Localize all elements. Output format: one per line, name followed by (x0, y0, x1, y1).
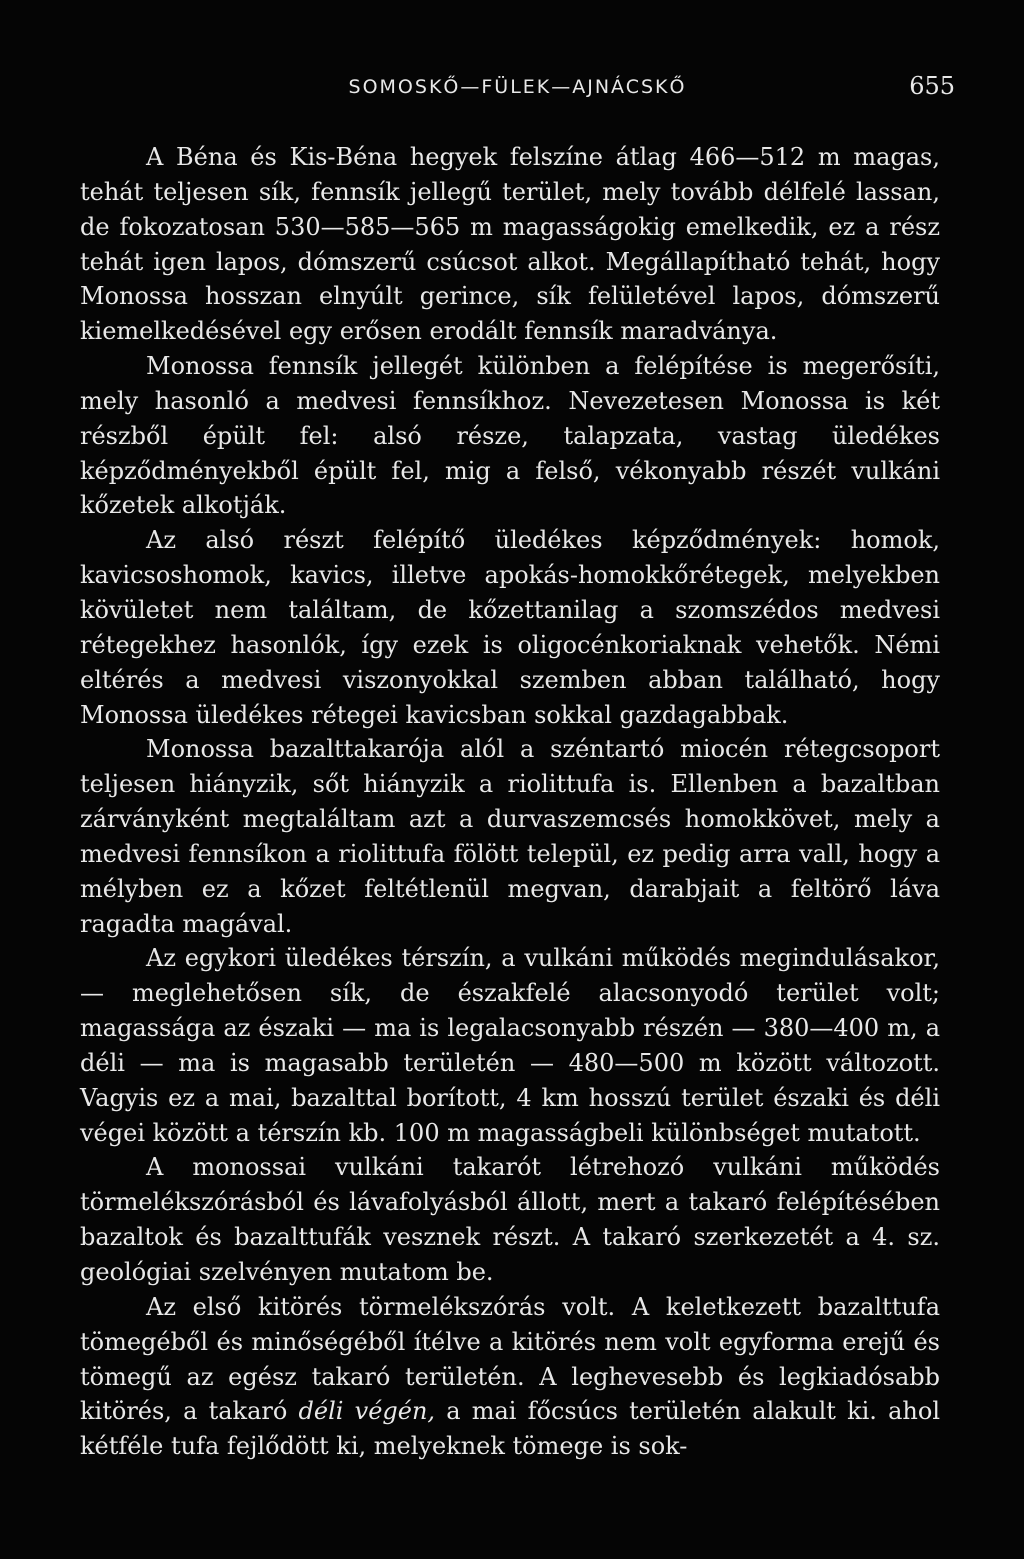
paragraph-monossa-structure: Monossa fennsík jellegét különben a felépítése is megerősíti, mely hasonló a medvesi fennsíkhoz. Nevezetesen Monossa is két részből épült fel: alsó része, talapzata, vastag üledékes képződményekből épült fel, mig a felső, vékonyabb részét vulkáni kőzetek alkotják. (80, 352, 940, 520)
paragraph-bena-plateau: A Béna és Kis-Béna hegyek felszíne átlag 466—512 m magas, tehát teljesen sík, fennsík jellegű terület, mely tovább délfelé lassan, de fokozatosan 530—585—565 m magasságokig emelkedik, ez a rész tehát igen lapos, dómszerű csúcsot alkot. Megállapítható tehát, hogy Monossa hosszan elnyúlt gerince, sík felületével lapos, dómszerű kiemelkedésével egy erősen erodált fennsík maradványa. (80, 143, 940, 346)
paragraph-volcanic-activity: A monossai vulkáni takarót létrehozó vulkáni működés törmelékszórásból és lávafolyásból állott, mert a takaró felépítésében bazaltok és bazalttufák vesznek részt. A takaró szerkezetét a 4. sz. geológiai szelvényen mutatom be. (80, 1153, 940, 1286)
body-text (80, 140, 940, 1464)
running-head (80, 72, 955, 106)
running-title: SOMOSKŐ—FÜLEK—AJNÁCSKŐ (348, 76, 687, 98)
page-number: 655 (909, 72, 955, 100)
paragraph-first-eruption-start: Az első kitörés törmelékszórás volt. A keletkezett bazalttufa tömegéből és minőségéből ítélve a kitörés nem volt egyforma erejű és tömegű az egész takaró területén. A leghevesebb és legkiadósabb kitörés, a takaró (80, 1292, 940, 1426)
paragraph-former-surface: Az egykori üledékes térszín, a vulkáni működés megindulásakor, — meglehetősen sík, de északfelé alacsonyodó terület volt; magassága az északi — ma is legalacsonyabb részén — 380—400 m, a déli — ma is magasabb területén — 480—500 m között változott. Vagyis ez a mai, bazalttal borított, 4 km hosszú terület északi és déli végei között a térszín kb. 100 m magasságbeli különbséget mutatott. (80, 944, 940, 1147)
paragraph-sedimentary-layers: Az alsó részt felépítő üledékes képződmények: homok, kavicsoshomok, kavics, illetve apokás-homokkőrétegek, melyekben kövületet nem találtam, de kőzettanilag a szomszédos medvesi rétegekhez hasonlók, így ezek is oligocénkoriaknak vehetők. Némi eltérés a medvesi viszonyokkal szemben abban található, hogy Monossa üledékes rétegei kavicsban sokkal gazdagabbak. (80, 526, 940, 729)
emphasis-south-end: déli végén, (298, 1397, 436, 1426)
paragraph-first-eruption-end: a mai főcsúcs területén alakult ki. ahol kétféle tufa fejlődött ki, melyeknek tömege is sok- (80, 1397, 940, 1461)
paragraph-first-eruption (80, 1290, 940, 1464)
paragraph-basalt-cover: Monossa bazalttakarója alól a széntartó miocén rétegcsoport teljesen hiányzik, sőt hiányzik a riolittufa is. Ellenben a bazaltban zárványként megtaláltam azt a durvaszemcsés homokkövet, mely a medvesi fennsíkon a riolittufa fölött települ, ez pedig arra vall, hogy a mélyben ez a kőzet feltétlenül megvan, darabjait a feltörő láva ragadta magával. (80, 735, 940, 938)
